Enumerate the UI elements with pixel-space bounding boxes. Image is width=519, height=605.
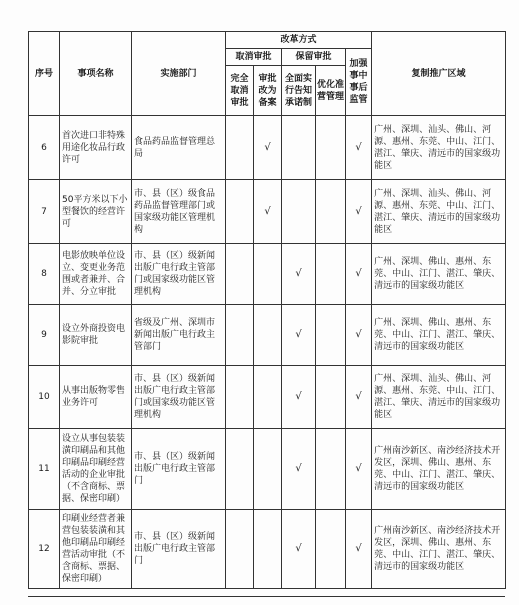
header-keep-optimize: 优化准营管理 xyxy=(316,66,346,116)
table-row xyxy=(29,510,506,589)
header-cancel-group: 取消审批 xyxy=(226,49,282,66)
table-body xyxy=(29,116,506,589)
table-row xyxy=(29,305,506,366)
table-row xyxy=(29,116,506,180)
supervise-cell: √ xyxy=(346,244,372,305)
keep-optimize-cell xyxy=(316,510,346,589)
header-reform: 改革方式 xyxy=(226,32,372,49)
supervise-cell: √ xyxy=(346,116,372,180)
department: 省级及广州、深圳市新闻出版广电行政主管部门 xyxy=(132,305,226,366)
row-number: 11 xyxy=(29,429,60,510)
header-item: 事项名称 xyxy=(60,32,132,116)
department: 市、县（区）级新闻出版广电行政主管部门或国家级功能区管理机构 xyxy=(132,366,226,429)
header-region: 复制推广区域 xyxy=(372,32,506,116)
keep-optimize-cell xyxy=(316,429,346,510)
supervise-cell: √ xyxy=(346,510,372,589)
region: 广州、深圳、佛山、惠州、东莞、中山、江门、湛江、肇庆、清远市的国家级功能区 xyxy=(372,244,506,305)
keep-optimize-cell xyxy=(316,244,346,305)
cancel-record-cell xyxy=(254,510,282,589)
cancel-full-cell xyxy=(226,116,254,180)
keep-promise-cell: √ xyxy=(282,305,316,366)
supervise-cell: √ xyxy=(346,429,372,510)
item-name: 从事出版物零售业务许可 xyxy=(60,366,132,429)
region: 广州南沙新区、南沙经济技术开发区，深圳、佛山、惠州、东莞、中山、江门、湛江、肇庆、清远市的国家级功能区 xyxy=(372,429,506,510)
reform-table xyxy=(28,31,506,589)
row-number: 7 xyxy=(29,180,60,244)
cancel-full-cell xyxy=(226,429,254,510)
department: 市、县（区）级新闻出版广电行政主管部门 xyxy=(132,510,226,589)
item-name: 设立从事包装装潢印刷品和其他印刷品印刷经营活动的企业审批（不含商标、票据、保密印刷） xyxy=(60,429,132,510)
department: 市、县（区）级新闻出版广电行政主管部门 xyxy=(132,429,226,510)
region: 广州、深圳、汕头、佛山、河源、惠州、东莞、中山、江门、湛江、肇庆、清远市的国家级功能区 xyxy=(372,180,506,244)
cancel-full-cell xyxy=(226,180,254,244)
keep-promise-cell: √ xyxy=(282,244,316,305)
cancel-record-cell xyxy=(254,429,282,510)
cancel-record-cell: √ xyxy=(254,116,282,180)
header-cancel-record: 审批改为备案 xyxy=(254,66,282,116)
cancel-full-cell xyxy=(226,366,254,429)
keep-optimize-cell xyxy=(316,116,346,180)
keep-optimize-cell xyxy=(316,180,346,244)
cancel-record-cell: √ xyxy=(254,180,282,244)
region: 广州、深圳、佛山、惠州、东莞、中山、江门、湛江、肇庆、清远市的国家级功能区 xyxy=(372,305,506,366)
header-supervise: 加强事中事后监管 xyxy=(346,49,372,116)
table-row xyxy=(29,366,506,429)
item-name: 首次进口非特殊用途化妆品行政许可 xyxy=(60,116,132,180)
header-dept: 实施部门 xyxy=(132,32,226,116)
row-number: 10 xyxy=(29,366,60,429)
row-number: 8 xyxy=(29,244,60,305)
item-name: 电影放映单位设立、变更业务范围或者兼并、合并、分立审批 xyxy=(60,244,132,305)
keep-promise-cell: √ xyxy=(282,366,316,429)
keep-promise-cell xyxy=(282,180,316,244)
region: 广州、深圳、汕头、佛山、河源、惠州、东莞、中山、江门、湛江、肇庆、清远市的国家级功能区 xyxy=(372,366,506,429)
region: 广州、深圳、汕头、佛山、河源、惠州、东莞、中山、江门、湛江、肇庆、清远市的国家级功能区 xyxy=(372,116,506,180)
item-name: 50平方米以下小型餐饮的经营许可 xyxy=(60,180,132,244)
header-cancel-full: 完全取消审批 xyxy=(226,66,254,116)
keep-promise-cell xyxy=(282,116,316,180)
keep-promise-cell: √ xyxy=(282,510,316,589)
cancel-record-cell xyxy=(254,366,282,429)
keep-optimize-cell xyxy=(316,366,346,429)
department: 市、县（区）级新闻出版广电行政主管部门或国家级功能区管理机构 xyxy=(132,244,226,305)
row-number: 9 xyxy=(29,305,60,366)
cancel-full-cell xyxy=(226,510,254,589)
cancel-full-cell xyxy=(226,305,254,366)
region: 广州南沙新区、南沙经济技术开发区，深圳、佛山、惠州、东莞、中山、江门、湛江、肇庆、清远市的国家级功能区 xyxy=(372,510,506,589)
keep-promise-cell: √ xyxy=(282,429,316,510)
supervise-cell: √ xyxy=(346,366,372,429)
keep-optimize-cell xyxy=(316,305,346,366)
department: 市、县（区）级食品药品监督管理部门或国家级功能区管理机构 xyxy=(132,180,226,244)
table-bottom-border xyxy=(28,596,505,597)
cancel-record-cell xyxy=(254,305,282,366)
row-number: 12 xyxy=(29,510,60,589)
header-keep-promise: 全面实行告知承诺制 xyxy=(282,66,316,116)
department: 食品药品监督管理总局 xyxy=(132,116,226,180)
table-row xyxy=(29,180,506,244)
table-row xyxy=(29,244,506,305)
table-row xyxy=(29,429,506,510)
cancel-record-cell xyxy=(254,244,282,305)
cancel-full-cell xyxy=(226,244,254,305)
supervise-cell: √ xyxy=(346,180,372,244)
header-seq: 序号 xyxy=(29,32,60,116)
item-name: 设立外商投资电影院审批 xyxy=(60,305,132,366)
row-number: 6 xyxy=(29,116,60,180)
header-keep-group: 保留审批 xyxy=(282,49,346,66)
supervise-cell: √ xyxy=(346,305,372,366)
item-name: 印刷业经营者兼营包装装潢和其他印刷品印刷经营活动审批（不含商标、票据、保密印刷） xyxy=(60,510,132,589)
